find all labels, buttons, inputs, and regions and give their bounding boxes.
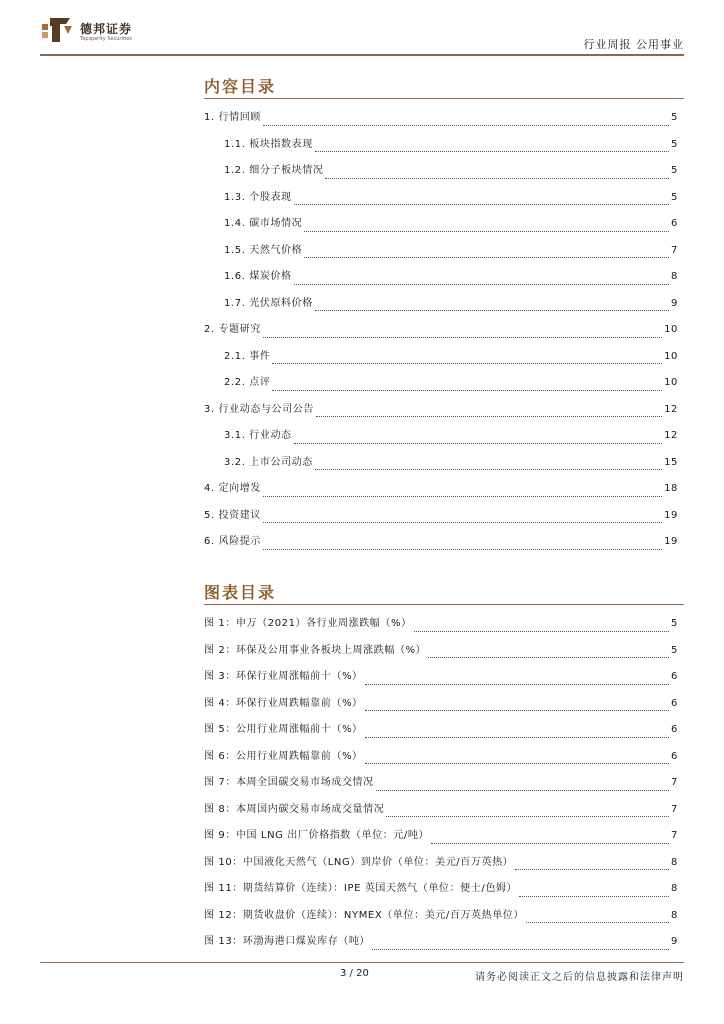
dot-leader bbox=[304, 257, 669, 258]
logo-mark-icon bbox=[40, 14, 76, 44]
contents-entry-title: 1.1. 板块指数表现 bbox=[224, 138, 313, 150]
contents-entry-title: 1.6. 煤炭价格 bbox=[224, 271, 292, 282]
dot-leader bbox=[526, 922, 669, 923]
header-divider bbox=[40, 54, 684, 56]
dot-leader bbox=[272, 390, 662, 391]
contents-entry-title: 1.4. 碳市场情况 bbox=[224, 218, 303, 229]
contents-entry[interactable] bbox=[204, 320, 678, 347]
contents-entry[interactable] bbox=[204, 426, 678, 453]
figure-entry-page: 7 bbox=[671, 803, 678, 815]
figure-entry-title: 图 1：申万（2021）各行业周涨跌幅（%） bbox=[204, 618, 412, 629]
contents-entry-page: 10 bbox=[664, 377, 678, 388]
contents-entry[interactable] bbox=[204, 479, 678, 506]
legal-disclaimer: 请务必阅读正文之后的信息披露和法律声明 bbox=[475, 972, 684, 983]
figure-entry-page: 5 bbox=[671, 644, 678, 656]
contents-entry[interactable] bbox=[204, 400, 678, 427]
contents-entry-page: 5 bbox=[671, 138, 678, 150]
dot-leader bbox=[316, 416, 662, 417]
figure-entry[interactable] bbox=[204, 906, 678, 933]
dot-leader bbox=[294, 443, 662, 444]
figure-entry-title: 图 3：环保行业周涨幅前十（%） bbox=[204, 671, 363, 682]
dot-leader bbox=[315, 151, 669, 152]
contents-entry-page: 15 bbox=[664, 456, 678, 468]
figure-entry-page: 8 bbox=[671, 856, 678, 868]
figure-entry-title: 图 7：本周全国碳交易市场成交情况 bbox=[204, 777, 374, 788]
dot-leader bbox=[263, 125, 669, 126]
figure-entry-title: 图 5：公用行业周涨幅前十（%） bbox=[204, 724, 363, 735]
page-header bbox=[40, 14, 684, 54]
contents-entry-page: 19 bbox=[664, 509, 678, 521]
figure-entry[interactable] bbox=[204, 667, 678, 694]
contents-entry-page: 9 bbox=[671, 297, 678, 309]
figure-entry-title: 图 10：中国液化天然气（LNG）到岸价（单位：美元/百万英热） bbox=[204, 856, 514, 868]
contents-entry[interactable] bbox=[204, 347, 678, 374]
contents-entry-title: 2.1. 事件 bbox=[224, 350, 271, 362]
contents-entry-page: 5 bbox=[671, 112, 678, 123]
contents-entry-title: 1.7. 光伏原料价格 bbox=[224, 297, 313, 309]
contents-entry-title: 1. 行情回顾 bbox=[204, 112, 261, 123]
figure-entry-page: 7 bbox=[671, 830, 678, 841]
figure-entry[interactable] bbox=[204, 800, 678, 827]
figure-entry-page: 5 bbox=[671, 618, 678, 629]
contents-entry-title: 1.3. 个股表现 bbox=[224, 191, 292, 203]
footer-divider bbox=[40, 962, 684, 963]
figure-entry-page: 6 bbox=[671, 697, 678, 709]
contents-entry[interactable] bbox=[204, 241, 678, 268]
contents-entry-page: 5 bbox=[671, 165, 678, 176]
figure-entry-title: 图 2：环保及公用事业各板块上周涨跌幅（%） bbox=[204, 644, 427, 656]
dot-leader bbox=[519, 896, 669, 897]
contents-entry-page: 12 bbox=[664, 403, 678, 415]
dot-leader bbox=[294, 204, 669, 205]
contents-entry[interactable] bbox=[204, 506, 678, 533]
contents-entry[interactable] bbox=[204, 267, 678, 294]
figures-title: 图表目录 bbox=[204, 583, 277, 602]
contents-entry[interactable] bbox=[204, 294, 678, 321]
figure-entry-page: 6 bbox=[671, 750, 678, 762]
figure-entry[interactable] bbox=[204, 747, 678, 774]
contents-entry[interactable] bbox=[204, 373, 678, 400]
dot-leader bbox=[263, 549, 662, 550]
contents-entry-page: 19 bbox=[664, 536, 678, 547]
contents-entry-title: 4. 定向增发 bbox=[204, 483, 261, 494]
dot-leader bbox=[365, 710, 669, 711]
contents-entry-page: 18 bbox=[664, 483, 678, 494]
logo-name-cn: 德邦证券 bbox=[80, 22, 133, 36]
figure-entry[interactable] bbox=[204, 720, 678, 747]
contents-entry-page: 7 bbox=[671, 244, 678, 256]
figures-title-divider bbox=[204, 604, 684, 605]
contents-entry[interactable] bbox=[204, 108, 678, 135]
dot-leader bbox=[272, 363, 662, 364]
contents-entry[interactable] bbox=[204, 135, 678, 162]
figure-entry-title: 图 6：公用行业周跌幅靠前（%） bbox=[204, 750, 363, 762]
contents-entry-page: 10 bbox=[664, 324, 678, 335]
dot-leader bbox=[515, 869, 669, 870]
dot-leader bbox=[294, 284, 669, 285]
contents-entry-title: 1.5. 天然气价格 bbox=[224, 244, 303, 256]
contents-entry[interactable] bbox=[204, 453, 678, 480]
document-type: 行业周报 公用事业 bbox=[583, 38, 684, 51]
figure-entry[interactable] bbox=[204, 694, 678, 721]
figure-entry-title: 图 13：环渤海港口煤炭库存（吨） bbox=[204, 936, 371, 947]
figure-entry-page: 8 bbox=[671, 883, 678, 894]
company-logo bbox=[40, 14, 150, 46]
dot-leader bbox=[372, 949, 669, 950]
dot-leader bbox=[386, 816, 669, 817]
figure-entry[interactable] bbox=[204, 932, 678, 959]
dot-leader bbox=[365, 763, 669, 764]
dot-leader bbox=[365, 684, 669, 685]
contents-entry-page: 8 bbox=[671, 271, 678, 282]
figure-entry[interactable] bbox=[204, 853, 678, 880]
contents-entry-title: 2. 专题研究 bbox=[204, 324, 261, 335]
dot-leader bbox=[365, 737, 669, 738]
dot-leader bbox=[414, 631, 669, 632]
dot-leader bbox=[315, 469, 662, 470]
figure-entry-title: 图 8：本周国内碳交易市场成交量情况 bbox=[204, 803, 385, 815]
dot-leader bbox=[325, 178, 669, 179]
figure-entry-title: 图 11：期货结算价（连续）：IPE 英国天然气（单位：便士/色姆） bbox=[204, 883, 518, 894]
dot-leader bbox=[315, 310, 669, 311]
page-number: 3 / 20 bbox=[340, 968, 369, 979]
figure-entry-page: 7 bbox=[671, 777, 678, 788]
figure-entry[interactable] bbox=[204, 614, 678, 641]
contents-entry[interactable] bbox=[204, 532, 678, 559]
contents-entry[interactable] bbox=[204, 188, 678, 215]
contents-entry[interactable] bbox=[204, 161, 678, 188]
contents-entry-title: 5. 投资建议 bbox=[204, 509, 261, 521]
figure-entry[interactable] bbox=[204, 879, 678, 906]
contents-title-divider bbox=[204, 98, 684, 99]
dot-leader bbox=[263, 522, 662, 523]
contents-entry-page: 6 bbox=[671, 218, 678, 229]
dot-leader bbox=[304, 231, 669, 232]
contents-entry-page: 5 bbox=[671, 191, 678, 203]
dot-leader bbox=[428, 657, 669, 658]
contents-entry-page: 12 bbox=[664, 430, 678, 441]
figures-list bbox=[204, 614, 678, 959]
contents-entry-title: 6. 风险提示 bbox=[204, 536, 261, 547]
dot-leader bbox=[263, 337, 662, 338]
dot-leader bbox=[376, 790, 669, 791]
contents-title: 内容目录 bbox=[204, 77, 277, 96]
contents-entry-title: 3.1. 行业动态 bbox=[224, 430, 292, 441]
figure-entry[interactable] bbox=[204, 773, 678, 800]
figure-entry-title: 图 9：中国 LNG 出厂价格指数（单位：元/吨） bbox=[204, 830, 430, 841]
contents-entry-title: 3.2. 上市公司动态 bbox=[224, 456, 313, 468]
contents-entry[interactable] bbox=[204, 214, 678, 241]
dot-leader bbox=[431, 843, 669, 844]
figure-entry-page: 6 bbox=[671, 724, 678, 735]
contents-entry-title: 2.2. 点评 bbox=[224, 377, 271, 388]
figure-entry[interactable] bbox=[204, 641, 678, 668]
figure-entry-page: 8 bbox=[671, 909, 678, 921]
figure-entry-page: 6 bbox=[671, 671, 678, 682]
contents-entry-page: 10 bbox=[664, 350, 678, 362]
contents-entry-title: 3. 行业动态与公司公告 bbox=[204, 403, 314, 415]
contents-list bbox=[204, 108, 678, 559]
figure-entry-title: 图 12：期货收盘价（连续）：NYMEX（单位：美元/百万英热单位） bbox=[204, 909, 525, 921]
figure-entry[interactable] bbox=[204, 826, 678, 853]
figure-entry-title: 图 4：环保行业周跌幅靠前（%） bbox=[204, 697, 363, 709]
figure-entry-page: 9 bbox=[671, 936, 678, 947]
logo-name-en: Topsperity Securities bbox=[80, 36, 132, 42]
contents-entry-title: 1.2. 细分子板块情况 bbox=[224, 165, 324, 176]
dot-leader bbox=[263, 496, 662, 497]
